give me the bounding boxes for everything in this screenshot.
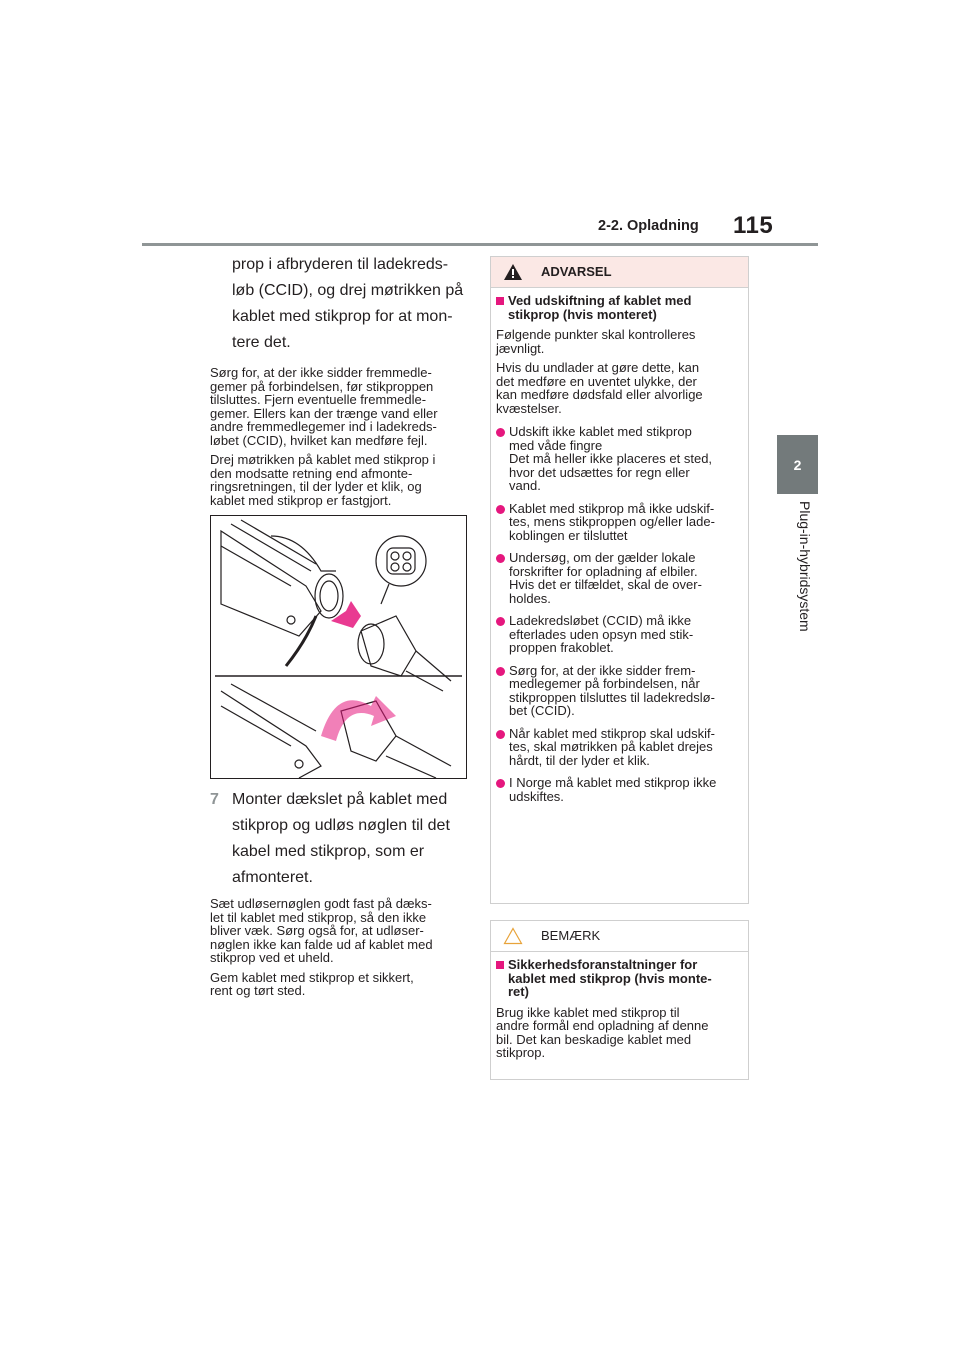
bullet-dot-icon <box>496 779 505 788</box>
intro-text: prop i afbryderen til ladekreds- løb (CCID), og drej møtrikken på kablet med stikprop for at mon- tere det. <box>232 256 464 351</box>
bullet-dot-icon <box>496 428 505 437</box>
square-bullet-icon <box>496 961 504 969</box>
notice-title-text: Sikkerhedsforanstaltninger for kablet med stikprop (hvis monte- ret) <box>508 957 712 999</box>
left-column <box>210 252 472 1004</box>
bullet-dot-icon <box>496 667 505 676</box>
warning-bullet <box>496 727 740 768</box>
warning-bullet <box>496 664 740 718</box>
step-number: 7 <box>210 791 219 808</box>
chapter-label: Plug-in-hybridsystem <box>797 501 813 632</box>
chapter-number: 2 <box>793 456 802 473</box>
section-title: 2-2. Opladning <box>598 218 699 234</box>
step-7 <box>210 787 472 891</box>
bullet-text: Kablet med stikprop må ikke udskif- tes, mens stikproppen og/eller lade- koblingen er tilsluttet <box>509 500 715 543</box>
warning-triangle-icon <box>503 263 523 281</box>
warning-bullet <box>496 551 740 605</box>
step-text: Monter dækslet på kablet med stikprop og udløs nøglen til det kabel med stikprop, som er afmonteret. <box>232 791 450 886</box>
bullet-dot-icon <box>496 617 505 626</box>
warning-bullet <box>496 425 740 493</box>
bullet-dot-icon <box>496 554 505 563</box>
bullet-text: Når kablet med stikprop skal udskif- tes, skal møtrikken på kablet drejes hårdt, til der lyder et klik. <box>509 725 715 768</box>
caution-triangle-icon <box>503 927 523 945</box>
page-number: 115 <box>733 212 774 239</box>
notice-header <box>491 921 748 952</box>
warning-header <box>491 257 748 288</box>
rotate-arrow-icon <box>321 696 396 741</box>
square-bullet-icon <box>496 297 504 305</box>
bullet-text: Undersøg, om der gælder lokale forskrifter for opladning af elbiler. Hvis det er tilfældet, skal de over- holdes. <box>509 550 702 606</box>
note-paragraph: Drej møtrikken på kablet med stikprop i den modsatte retning end afmonte- ringsretningen, til der lyder et klik, og kablet med stikprop er fastgjort. <box>210 452 436 508</box>
note-paragraph: Sæt udløsernøglen godt fast på dæks- let til kablet med stikprop, så den ikke bliver væk. Sørg også for, at udløser- nøglen ikke kan falde ud af kablet med stikprop ved et uheld. <box>210 896 433 965</box>
warning-bullet <box>496 776 740 803</box>
warning-bullet <box>496 502 740 543</box>
warning-title <box>496 294 740 321</box>
warning-paragraph: Følgende punkter skal kontrolleres jævnligt. <box>496 327 696 356</box>
bullet-dot-icon <box>496 730 505 739</box>
notice-box <box>490 920 749 1080</box>
warning-heading: ADVARSEL <box>541 264 612 280</box>
notice-paragraph: Brug ikke kablet med stikprop til andre formål end opladning af denne bil. Det kan beskadige kablet med stikprop. <box>496 1004 709 1060</box>
bullet-text: Sørg for, at der ikke sidder frem- medlegemer på forbindelsen, når stikproppen tilsluttes til ladekredslø- bet (CCID). <box>509 662 715 718</box>
notice-title <box>496 958 740 999</box>
warning-box <box>490 256 749 904</box>
warning-bullet <box>496 614 740 655</box>
warning-title-text: Ved udskiftning af kablet med stikprop (hvis monteret) <box>508 293 692 322</box>
bullet-dot-icon <box>496 505 505 514</box>
warning-paragraph: Hvis du undlader at gøre dette, kan det medføre en uventet ulykke, der kan medføre dødsfald eller alvorlige kvæstelser. <box>496 360 703 416</box>
bullet-text: I Norge må kablet med stikprop ikke udskiftes. <box>509 775 717 804</box>
cable-plug-illustration <box>210 515 467 779</box>
note-paragraph: Gem kablet med stikprop et sikkert, rent og tørt sted. <box>210 969 414 998</box>
header-rule <box>142 243 818 246</box>
note-paragraph: Sørg for, at der ikke sidder fremmedle- gemer på forbindelsen, før stikproppen tilsluttes. Fjern eventuelle fremmedle- gemer. Ellers kan der trænge vand eller andre fremmedlegemer ind i ladekreds- løbet (CCID), hvilket kan medføre fejl. <box>210 365 438 448</box>
chapter-tab <box>777 435 818 494</box>
push-arrow-icon <box>331 601 361 628</box>
notice-heading: BEMÆRK <box>541 928 601 944</box>
bullet-text: Udskift ikke kablet med stikprop med våde fingre Det må heller ikke placeres et sted, hvor det udsættes for regn eller vand. <box>509 424 713 493</box>
bullet-text: Ladekredsløbet (CCID) må ikke efterlades uden opsyn med stik- proppen frakoblet. <box>509 613 694 655</box>
